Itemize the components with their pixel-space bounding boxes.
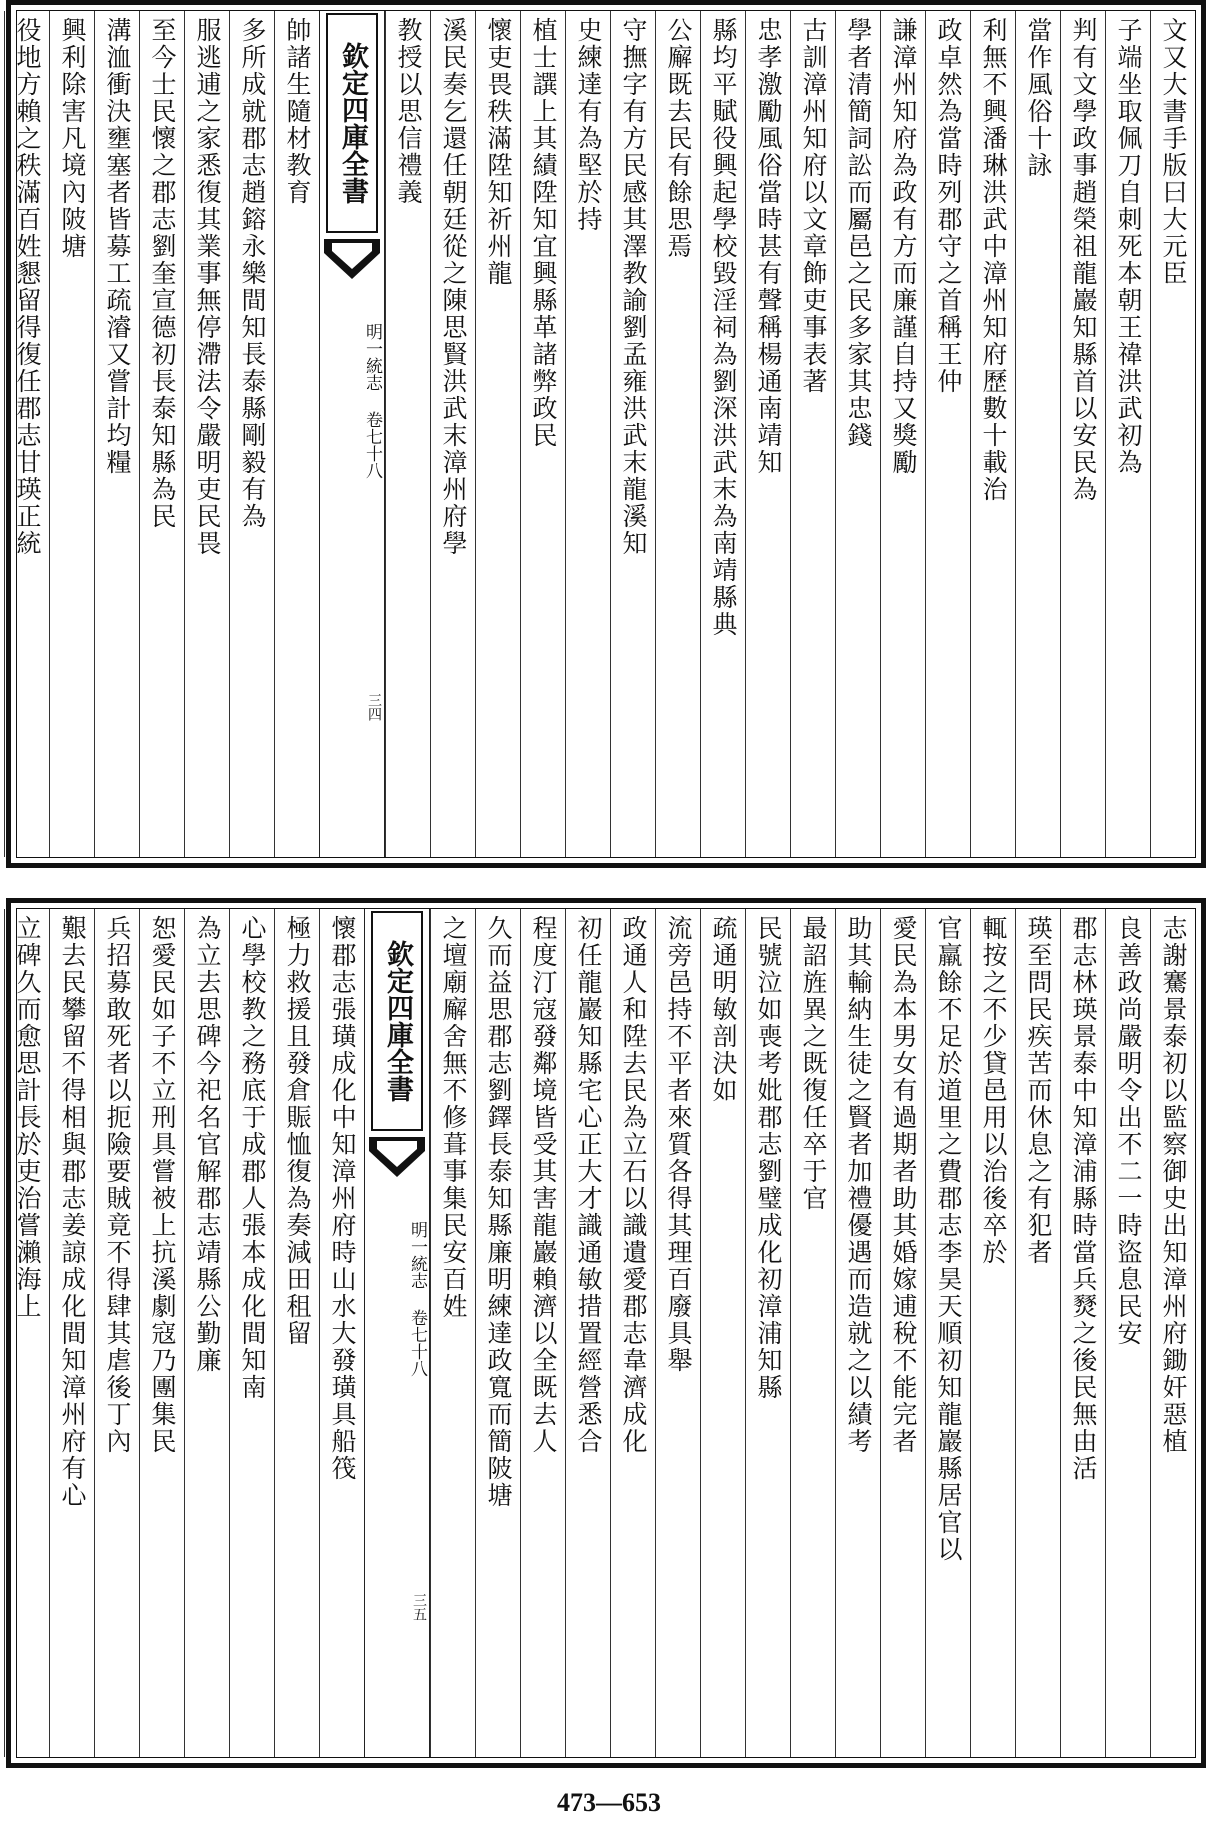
text-column: 公廨既去民有餘思焉 xyxy=(655,11,700,857)
text-column: 溪民奏乞還任朝廷從之陳思賢洪武末漳州府學 xyxy=(430,11,475,857)
text-column: 愛民為本男女有過期者助其婚嫁逋稅不能完者 xyxy=(880,909,925,1757)
volume-label: 明一統志 卷七十八 xyxy=(407,1221,427,1377)
page-leaf-number: 三四 xyxy=(366,693,382,721)
text-column: 文又大書手版曰大元臣 xyxy=(1150,11,1195,857)
center-fold xyxy=(364,909,430,1757)
bottom-page-panel xyxy=(6,898,1206,1768)
text-column: 疏通明敏剖決如 xyxy=(700,909,745,1757)
bottom-page-columns xyxy=(13,909,1195,1757)
text-column: 至今士民懷之郡志劉奎宣德初長泰知縣為民 xyxy=(139,11,184,857)
text-column: 良善政尚嚴明令出不二一時盜息民安 xyxy=(1105,909,1150,1757)
text-column: 久而益思郡志劉鐸長泰知縣廉明練達政寬而簡陂塘 xyxy=(475,909,520,1757)
text-column: 志謝騫景泰初以監察御史出知漳州府鋤奸惡植 xyxy=(1150,909,1195,1757)
text-column: 當作風俗十詠 xyxy=(1015,11,1060,857)
fish-tail-icon xyxy=(369,1137,425,1177)
text-column: 帥諸生隨材教育 xyxy=(274,11,319,857)
text-column: 流旁邑持不平者來質各得其理百廢具舉 xyxy=(655,909,700,1757)
text-column: 守撫字有方民感其澤教諭劉孟雍洪武末龍溪知 xyxy=(610,11,655,857)
text-column: 教授以思信禮義 xyxy=(385,11,430,857)
top-page-columns xyxy=(13,11,1195,857)
text-column: 役地方賴之秩滿百姓懇留得復任郡志甘瑛正統 xyxy=(4,11,49,857)
text-column: 助其輸納生徒之賢者加禮優遇而造就之以績考 xyxy=(835,909,880,1757)
text-column: 懷吏畏秩滿陞知祈州龍 xyxy=(475,11,520,857)
top-page-panel xyxy=(6,0,1206,868)
text-column: 艱去民攀留不得相與郡志姜諒成化間知漳州府有心 xyxy=(49,909,94,1757)
text-column: 子端坐取佩刀自刺死本朝王禕洪武初為 xyxy=(1105,11,1150,857)
text-column: 多所成就郡志趙鎔永樂間知長泰縣剛毅有為 xyxy=(229,11,274,857)
text-column: 懷郡志張璜成化中知漳州府時山水大發璜具船筏 xyxy=(319,909,364,1757)
volume-label: 明一統志 卷七十八 xyxy=(362,323,382,479)
text-column: 程度汀寇發鄰境皆受其害龍巖賴濟以全既去人 xyxy=(520,909,565,1757)
fish-tail-icon xyxy=(324,239,380,279)
text-column: 政卓然為當時列郡守之首稱王仲 xyxy=(925,11,970,857)
text-column: 古訓漳州知府以文章飾吏事表著 xyxy=(790,11,835,857)
text-column: 服逃逋之家悉復其業事無停滯法令嚴明吏民畏 xyxy=(184,11,229,857)
text-column: 立碑久而愈思計長於吏治嘗瀨海上 xyxy=(4,909,49,1757)
text-column: 民號泣如喪考妣郡志劉璧成化初漳浦知縣 xyxy=(745,909,790,1757)
book-title: 欽定四庫全書 xyxy=(326,13,378,233)
text-column: 兵招募敢死者以扼險要賊竟不得肆其虐後丁內 xyxy=(94,909,139,1757)
text-column: 史練達有為堅於持 xyxy=(565,11,610,857)
text-column: 初任龍巖知縣宅心正大才識通敏措置經營悉合 xyxy=(565,909,610,1757)
text-column: 恕愛民如子不立刑具嘗被上抗溪劇寇乃團集民 xyxy=(139,909,184,1757)
text-column: 政通人和陞去民為立石以識遺愛郡志韋濟成化 xyxy=(610,909,655,1757)
book-title: 欽定四庫全書 xyxy=(371,911,423,1131)
text-column: 謙漳州知府為政有方而廉謹自持又獎勵 xyxy=(880,11,925,857)
text-column: 學者清簡詞訟而屬邑之民多家其忠錢 xyxy=(835,11,880,857)
text-column: 最詔旌異之既復任卒于官 xyxy=(790,909,835,1757)
text-column: 官羸餘不足於道里之費郡志李昊天順初知龍巖縣居官以 xyxy=(925,909,970,1757)
text-column: 利無不興潘琳洪武中漳州知府歷數十載治 xyxy=(970,11,1015,857)
page-leaf-number: 三五 xyxy=(411,1593,427,1621)
text-column: 之壇廟廨舍無不修葺事集民安百姓 xyxy=(430,909,475,1757)
text-column: 郡志林瑛景泰中知漳浦縣時當兵燹之後民無由活 xyxy=(1060,909,1105,1757)
center-fold xyxy=(319,11,385,857)
text-column: 興利除害凡境內陂塘 xyxy=(49,11,94,857)
text-column xyxy=(0,909,4,1757)
page-number: 473—653 xyxy=(557,1788,661,1817)
text-column: 為立去思碑今祀名官解郡志靖縣公勤廉 xyxy=(184,909,229,1757)
text-column: 判有文學政事趙榮祖龍巖知縣首以安民為 xyxy=(1060,11,1105,857)
text-column: 輒按之不少貸邑用以治後卒於 xyxy=(970,909,1015,1757)
text-column: 植士譔上其績陞知宜興縣革諸弊政民 xyxy=(520,11,565,857)
text-column: 瑛至問民疾苦而休息之有犯者 xyxy=(1015,909,1060,1757)
text-column: 心學校教之務底于成郡人張本成化間知南 xyxy=(229,909,274,1757)
text-column: 忠孝激勵風俗當時甚有聲稱楊通南靖知 xyxy=(745,11,790,857)
text-column: 溝洫衝決壅塞者皆募工疏濬又嘗計均糧 xyxy=(94,11,139,857)
text-column: 縣均平賦役興起學校毀淫祠為劉深洪武末為南靖縣典 xyxy=(700,11,745,857)
text-column xyxy=(0,11,4,857)
text-column: 極力救援且發倉賑恤復為奏減田租留 xyxy=(274,909,319,1757)
